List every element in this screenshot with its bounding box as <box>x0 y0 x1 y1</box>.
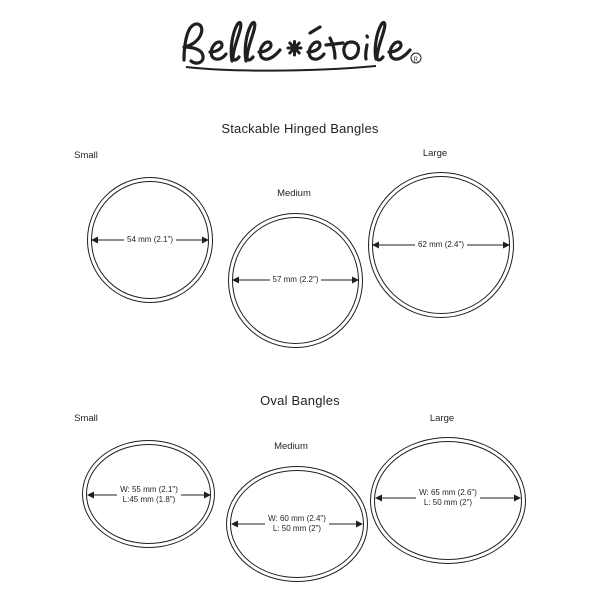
label-oval-large: Large <box>429 413 455 424</box>
brand-logo <box>0 14 600 76</box>
bangle-inner-ring <box>232 217 359 344</box>
label-hinged-large: Large <box>422 148 448 159</box>
label-oval-medium: Medium <box>274 441 308 452</box>
bangle-hinged-large <box>368 172 514 318</box>
svg-text:R: R <box>413 55 419 64</box>
label-hinged-medium: Medium <box>277 188 311 199</box>
bangle-inner-ring <box>91 181 209 299</box>
bangle-inner-ring <box>86 444 211 544</box>
dimension-width-text: W: 55 mm (2.1") <box>120 485 178 494</box>
section-title-hinged: Stackable Hinged Bangles <box>221 121 379 136</box>
bangle-oval-medium <box>226 466 368 582</box>
section-title-oval: Oval Bangles <box>260 393 340 408</box>
dimension-length-text: L: 50 mm (2") <box>272 524 322 533</box>
bangle-oval-small <box>82 440 215 548</box>
dimension-width-text: W: 65 mm (2.6") <box>419 488 477 497</box>
bangle-inner-ring <box>230 470 364 578</box>
bangle-oval-large <box>370 437 526 564</box>
dimension-width-text: W: 60 mm (2.4") <box>268 514 326 523</box>
bangle-hinged-medium <box>228 213 363 348</box>
label-oval-small: Small <box>74 413 98 424</box>
dimension-text: 62 mm (2.4") <box>415 240 467 250</box>
dimension-length-text: L:45 mm (1.8") <box>122 495 176 504</box>
dimension-length-text: L: 50 mm (2") <box>423 498 473 507</box>
label-hinged-small: Small <box>74 150 98 161</box>
bangle-inner-ring <box>372 176 510 314</box>
dimension-text: 54 mm (2.1") <box>124 235 176 245</box>
bangle-inner-ring <box>374 441 522 560</box>
dimension-text: 57 mm (2.2") <box>270 275 322 285</box>
